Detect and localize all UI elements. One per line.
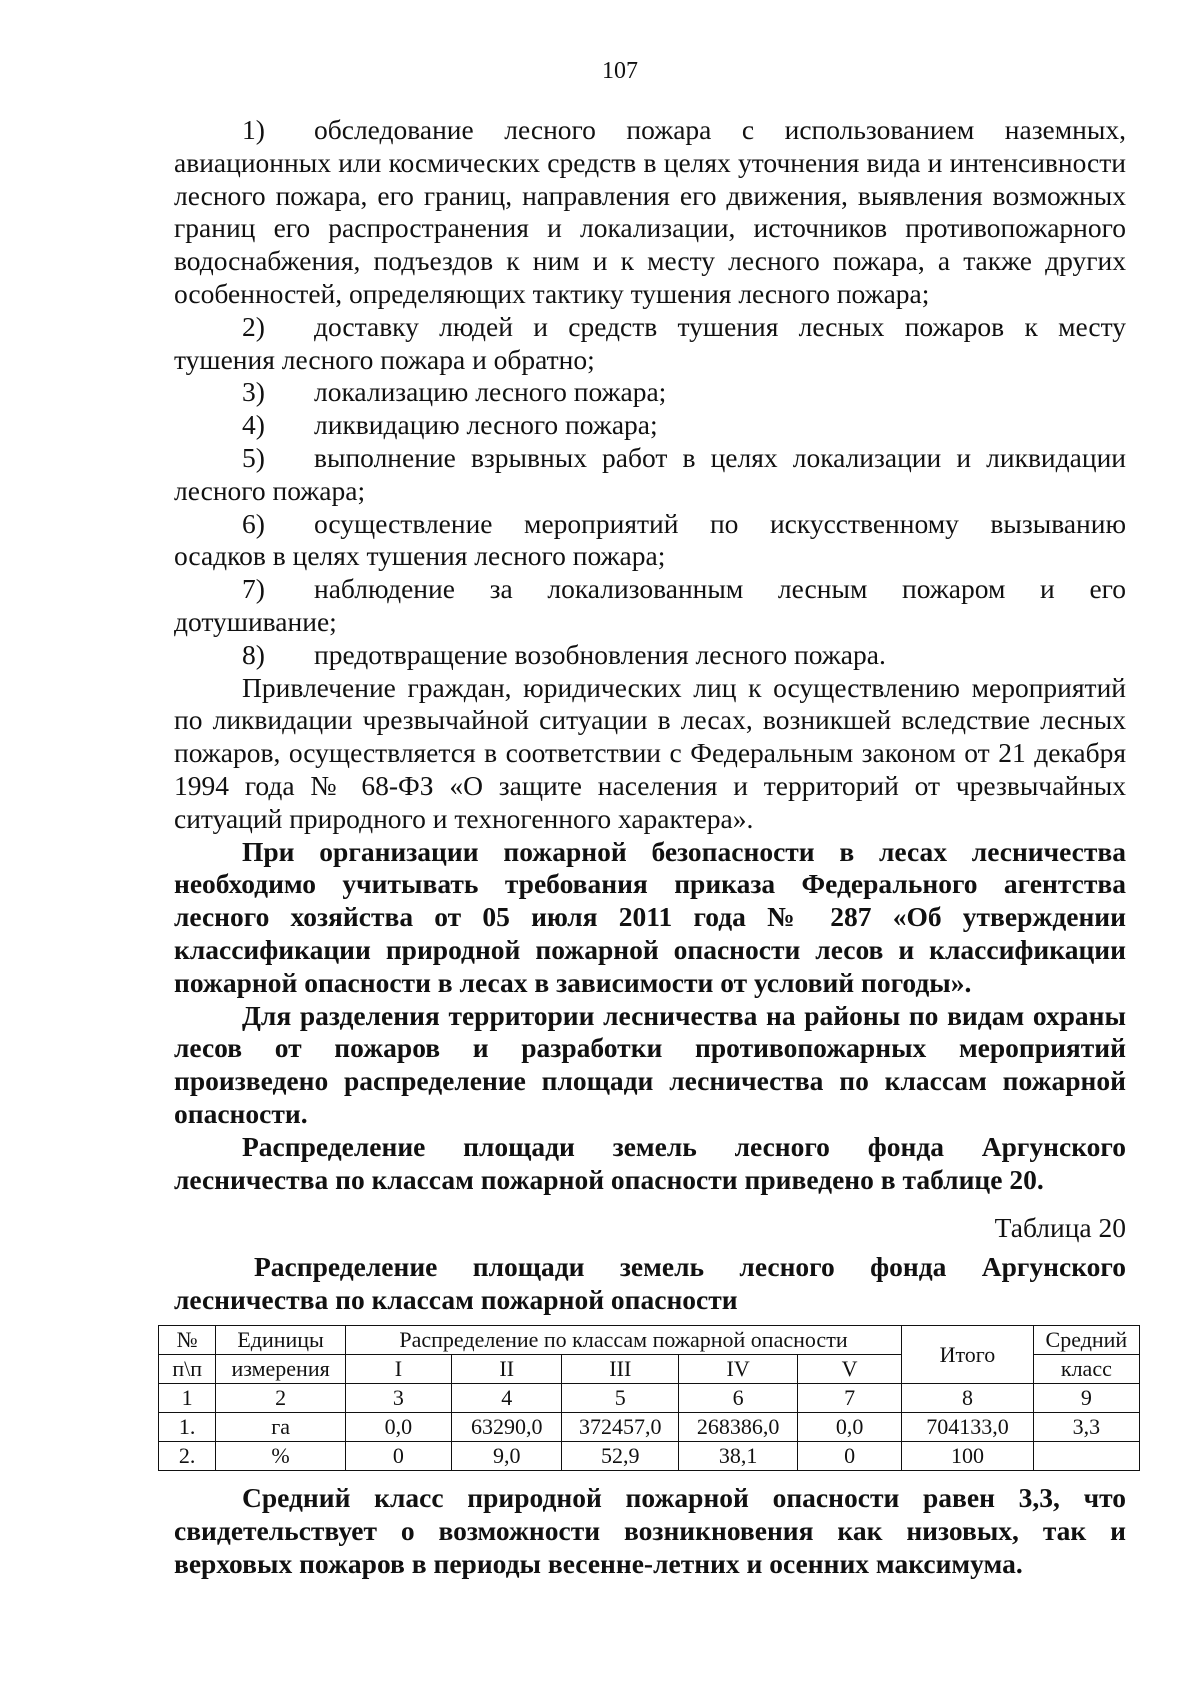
table-row [159,1413,1140,1442]
list-item-text: наблюдение за локализованным лесным пожаром и его дотушивание; [174,573,1126,637]
table-cell: 5 [562,1384,679,1413]
paragraph: Распределение площади земель лесного фонда Аргунского лесничества по классам пожарной опасности приведено в таблице 20. [174,1130,1126,1195]
table-column-number-row [159,1384,1140,1413]
table-cell: 3 [345,1384,451,1413]
table-header-row [159,1326,1140,1355]
table-row [159,1442,1140,1471]
table-header-cell: I [345,1355,451,1384]
page-number: 107 [602,58,638,84]
table-cell: 372457,0 [562,1413,679,1442]
table-cell: 268386,0 [679,1413,798,1442]
list-item [174,376,1126,409]
list-item-number: 2) [242,310,265,342]
list-item-number: 8) [242,638,265,670]
list-item-number: 1) [242,114,265,145]
list-item [174,508,1126,574]
table-title: Распределение площади земель лесного фонда Аргунского лесничества по классам пожарной опасности [174,1251,1126,1315]
table-cell: 2 [216,1384,346,1413]
list-item-text: выполнение взрывных работ в целях локализации и ликвидации лесного пожара; [174,441,1126,506]
list-item [174,639,1126,672]
table-cell: 2. [159,1442,216,1471]
table-cell: % [216,1442,346,1471]
table-cell: 9,0 [452,1442,562,1471]
list-item [174,573,1126,639]
table-header-cell: класс [1033,1355,1139,1384]
table-header-cell: III [562,1355,679,1384]
list-item [174,409,1126,442]
table-cell: 7 [798,1384,902,1413]
table-header-cell: II [452,1355,562,1384]
table-header-cell: IV [679,1355,798,1384]
list-item-text: доставку людей и средств тушения лесных пожаров к месту тушения лесного пожара и обратно; [174,310,1126,375]
fire-class-table [158,1325,1140,1471]
list-item-number: 4) [242,409,265,441]
table-cell: га [216,1413,346,1442]
table-cell: 0 [345,1442,451,1471]
paragraph: При организации пожарной безопасности в лесах лесничества необходимо учитывать требования приказа Федерального агентства лесного хозяйства от 05 июля 2011 года № 287 «Об утверждении классификации природной пожарной опасности лесов и классификации пожарной опасности в лесах в зависимости от условий погоды». [174,835,1126,998]
table-header-cell: п\п [159,1355,216,1384]
conclusion-block [174,1482,1126,1580]
table-cell: 1. [159,1413,216,1442]
table-header-cell: Итого [902,1326,1034,1384]
list-item-number: 6) [242,507,265,539]
table-header-cell: Распределение по классам пожарной опасности [345,1326,901,1355]
table-cell: 8 [902,1384,1034,1413]
list-item [174,311,1126,377]
list-item [174,114,1126,311]
list-item [174,442,1126,508]
list-item-text: ликвидацию лесного пожара; [314,409,658,441]
paragraph: Привлечение граждан, юридических лиц к осуществлению мероприятий по ликвидации чрезвычайной ситуации в лесах, возникшей вследствие лесных пожаров, осуществляется в соответствии с Федеральным законом от 21 декабря 1994 года № 68-ФЗ «О защите населения и территорий от чрезвычайных ситуаций природного и техногенного характера». [174,671,1126,834]
table-cell: 704133,0 [902,1413,1034,1442]
list-item-text: обследование лесного пожара с использованием наземных, авиационных или космических средств в целях уточнения вида и интенсивности лесного пожара, его границ, направления его движения, выявления возможных границ его распространения и локализации, источников противопожарного водоснабжения, подъездов к ним и к месту лесного пожара, а также других особенностей, определяющих тактику тушения лесного пожара; [174,114,1126,309]
table-cell: 63290,0 [452,1413,562,1442]
table-cell: 0,0 [345,1413,451,1442]
table-header-cell: Единицы [216,1326,346,1355]
paragraph: Для разделения территории лесничества на районы по видам охраны лесов от пожаров и разработки противопожарных мероприятий произведено распределение площади лесничества по классам пожарной опасности. [174,999,1126,1129]
conclusion-paragraph: Средний класс природной пожарной опасности равен 3,3, что свидетельствует о возможности возникновения как низовых, так и верховых пожаров в периоды весенне-летних и осенних максимума. [174,1482,1126,1579]
table-cell: 9 [1033,1384,1139,1413]
table-label: Таблица 20 [994,1212,1126,1244]
table-cell: 4 [452,1384,562,1413]
table-header-cell: V [798,1355,902,1384]
table-cell [1033,1442,1139,1471]
table-cell: 6 [679,1384,798,1413]
table-cell: 3,3 [1033,1413,1139,1442]
list-item-number: 5) [242,441,265,473]
table-cell: 1 [159,1384,216,1413]
list-item-text: осуществление мероприятий по искусственному вызыванию осадков в целях тушения лесного пожара; [174,507,1126,572]
table-cell: 38,1 [679,1442,798,1471]
list-item-text: предотвращение возобновления лесного пожара. [314,638,886,670]
table-cell: 100 [902,1442,1034,1471]
list-item-number: 7) [242,573,265,605]
list-item-text: локализацию лесного пожара; [314,376,667,408]
table-cell: 0,0 [798,1413,902,1442]
table-cell: 0 [798,1442,902,1471]
table-header-cell: Средний [1033,1326,1139,1355]
list-item-number: 3) [242,376,265,408]
table-cell: 52,9 [562,1442,679,1471]
body-text [174,114,1126,1317]
table-header-cell: № [159,1326,216,1355]
table-header-cell: измерения [216,1355,346,1384]
